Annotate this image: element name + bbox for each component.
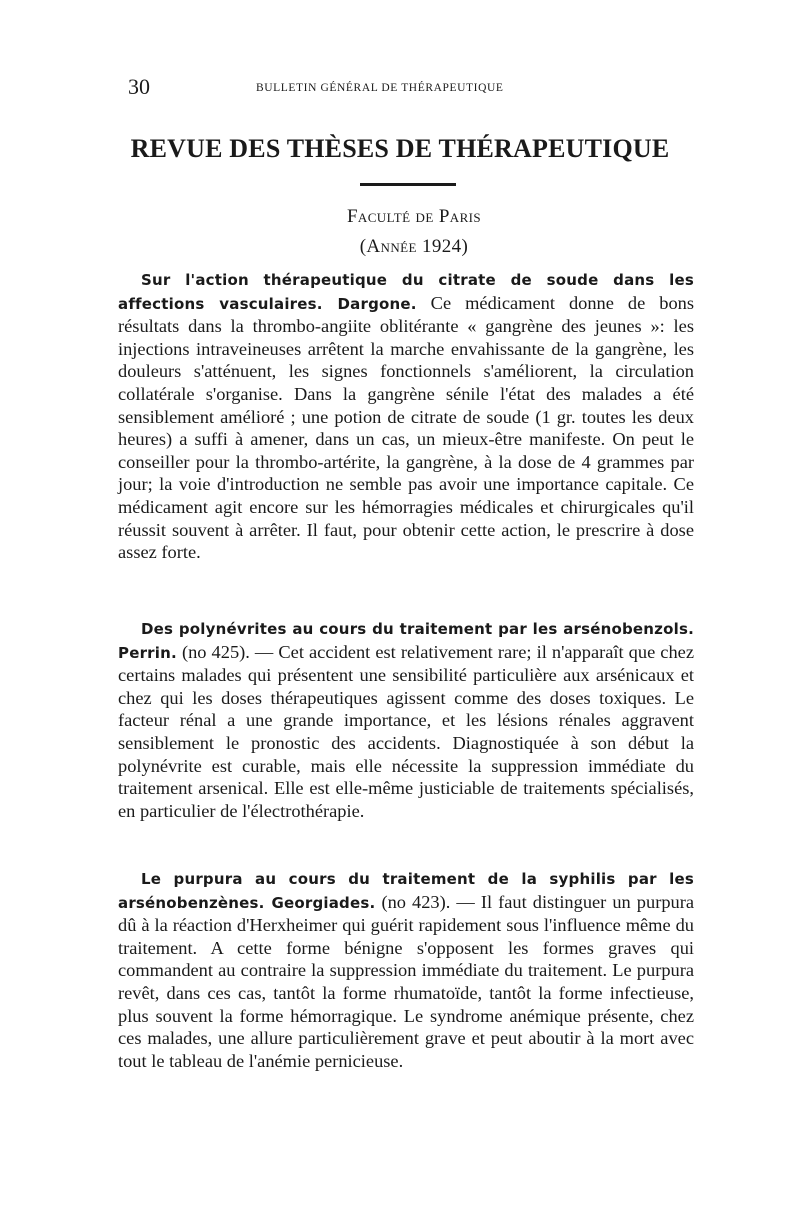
title-divider bbox=[360, 183, 456, 186]
running-head: BULLETIN GÉNÉRAL DE THÉRAPEUTIQUE bbox=[256, 82, 504, 94]
thesis-heading: Des polynévrites au cours du traitement par les arsénobenzols. Perrin. bbox=[118, 620, 694, 662]
page-header bbox=[128, 74, 688, 104]
thesis-body: (no 423). — Il faut distinguer un purpura dû à la réaction d'Herxheimer qui guérit rapidement sous l'influence même du traitement. A cette forme bénigne s'opposent les formes graves qui commandent au contraire la suppression immédiate du traitement. Le purpura revêt, dans ces cas, tantôt la forme rhumatoïde, tantôt la forme infectieuse, plus souvent la forme hémorragique. Le syndrome anémique présente, chez ces malades, une allure particulièrement grave et peut aboutir à la mort avec tout le tableau de l'anémie pernicieuse. bbox=[118, 891, 694, 1071]
thesis-entry-purpura bbox=[118, 867, 694, 1072]
thesis-heading: Sur l'action thérapeutique du citrate de soude dans les affections vasculaires. Dargone. bbox=[118, 271, 694, 313]
thesis-body: Ce médicament donne de bons résultats dans la thrombo-angiite oblitérante « gangrène des jeunes »: les injections intraveineuses arrêtent la marche envahissante de la gangrène, les douleurs s'atténuent, les signes fonctionnels s'améliorent, la circulation collatérale s'organise. Dans la gangrène sénile l'état des malades a été sensiblement amélioré ; une potion de citrate de soude (1 gr. toutes les deux heures) a suffi à amener, dans un cas, un mieux-être manifeste. On peut le conseiller pour la thrombo-artérite, la gangrène, à la dose de 4 grammes par jour; la voie d'introduction ne semble pas avoir une importance capitale. Ce médicament agit encore sur les hémorragies médicales et chirurgicales qu'il réussit souvent à arrêter. Il faut, pour obtenir cette action, le prescrire à dose assez forte. bbox=[118, 292, 694, 563]
thesis-body: (no 425). — Cet accident est relativement rare; il n'apparaît que chez certains malades qui présentent une sensibilité particulière aux arsénicaux et chez qui les doses thérapeutiques agissent comme des doses toxiques. Le facteur rénal a une grande importance, et les lésions rénales aggravent sensiblement le pronostic des accidents. Diagnostiquée à son début la polynévrite est curable, mais elle nécessite la suppression immédiate du traitement arsenical. Elle est elle-même justiciable de traitements spécialisés, en particulier de l'électrothérapie. bbox=[118, 641, 694, 821]
thesis-heading: Le purpura au cours du traitement de la syphilis par les arsénobenzènes. Georgiades. bbox=[118, 870, 694, 912]
thesis-entry-polynevrites bbox=[118, 617, 694, 822]
page-number: 30 bbox=[128, 74, 150, 99]
thesis-entry-citrate bbox=[118, 268, 694, 564]
year-heading: (Année 1924) bbox=[359, 236, 469, 257]
section-title: REVUE DES THÈSES DE THÉRAPEUTIQUE bbox=[130, 134, 670, 163]
faculty-heading: Faculté de Paris bbox=[346, 206, 482, 227]
